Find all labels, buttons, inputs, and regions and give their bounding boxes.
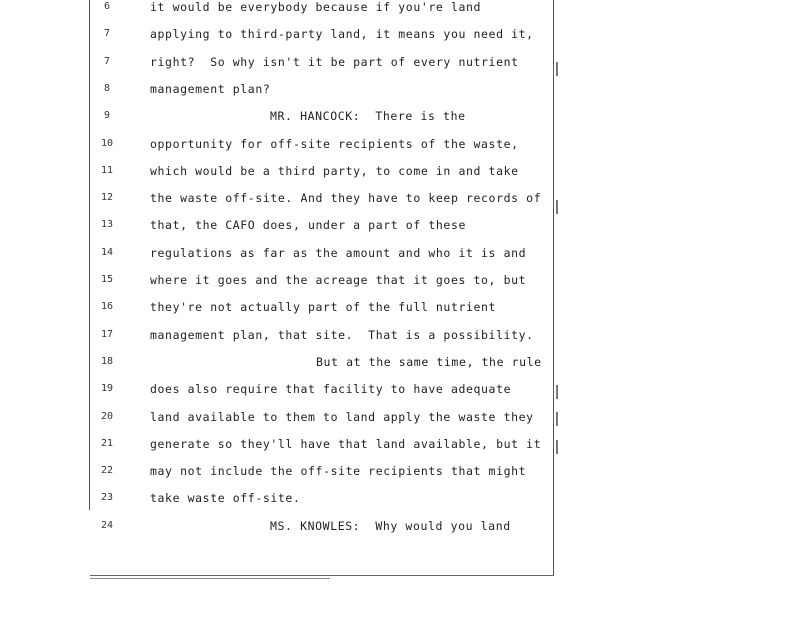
line-text: land available to them to land apply the waste they bbox=[150, 409, 534, 424]
line-text: that, the CAFO does, under a part of these bbox=[150, 218, 466, 233]
transcript-line bbox=[0, 164, 800, 191]
transcript-line bbox=[0, 519, 800, 546]
line-number: 10 bbox=[100, 137, 114, 149]
line-number: 18 bbox=[100, 355, 114, 367]
line-text: MR. HANCOCK: There is the bbox=[270, 109, 466, 124]
line-text: where it goes and the acreage that it goes to, but bbox=[150, 273, 527, 287]
transcript-line bbox=[0, 410, 800, 437]
line-number: 19 bbox=[100, 383, 114, 395]
transcript-line bbox=[0, 55, 800, 82]
line-number: 6 bbox=[103, 1, 111, 12]
line-number: 9 bbox=[103, 110, 111, 122]
transcript-line bbox=[0, 464, 800, 491]
transcript-line bbox=[0, 491, 800, 518]
bottom-rule-secondary bbox=[90, 578, 330, 579]
line-number: 11 bbox=[100, 164, 114, 176]
line-text: take waste off-site. bbox=[150, 491, 301, 506]
transcript-line bbox=[0, 328, 800, 355]
transcript-line bbox=[0, 300, 800, 327]
transcript-line bbox=[0, 382, 800, 409]
transcript-line bbox=[0, 137, 800, 164]
line-number: 16 bbox=[100, 301, 114, 313]
line-text: which would be a third party, to come in and take bbox=[150, 163, 519, 178]
line-text: it would be everybody because if you're land bbox=[150, 0, 482, 14]
line-number: 24 bbox=[100, 519, 114, 531]
line-text: management plan? bbox=[150, 81, 271, 96]
line-number: 22 bbox=[100, 465, 114, 477]
line-number: 8 bbox=[103, 82, 111, 94]
line-text: applying to third-party land, it means you need it, bbox=[150, 27, 534, 42]
line-text: does also require that facility to have adequate bbox=[150, 382, 512, 397]
line-number: 23 bbox=[100, 492, 114, 504]
line-number: 21 bbox=[100, 437, 114, 449]
line-text: may not include the off-site recipients that might bbox=[150, 464, 527, 479]
transcript-line bbox=[0, 246, 800, 273]
line-text: MS. KNOWLES: Why would you land bbox=[270, 518, 511, 533]
line-text: But at the same time, the rule bbox=[316, 354, 542, 369]
transcript-line bbox=[0, 0, 800, 27]
transcript-line bbox=[0, 273, 800, 300]
transcript-line bbox=[0, 218, 800, 245]
line-text: generate so they'll have that land available, but it bbox=[150, 436, 542, 451]
line-number: 20 bbox=[100, 410, 114, 422]
line-number: 7 bbox=[103, 55, 111, 67]
transcript-line bbox=[0, 355, 800, 382]
line-number: 17 bbox=[100, 328, 114, 340]
line-number: 14 bbox=[100, 246, 114, 258]
transcript-line bbox=[0, 109, 800, 136]
transcript-line bbox=[0, 27, 800, 54]
line-text: the waste off-site. And they have to keep records of bbox=[150, 191, 542, 206]
line-text: regulations as far as the amount and who it is and bbox=[150, 245, 527, 260]
transcript-line bbox=[0, 191, 800, 218]
transcript-line bbox=[0, 82, 800, 109]
line-number: 13 bbox=[100, 219, 114, 231]
line-text: opportunity for off-site recipients of the waste, bbox=[150, 136, 519, 151]
line-number: 15 bbox=[100, 274, 114, 285]
line-text: they're not actually part of the full nutrient bbox=[150, 300, 497, 315]
transcript-line bbox=[0, 437, 800, 464]
bottom-rule bbox=[90, 575, 554, 576]
line-text: management plan, that site. That is a possibility. bbox=[150, 327, 534, 342]
line-number: 7 bbox=[103, 28, 111, 40]
line-text: right? So why isn't it be part of every nutrient bbox=[150, 54, 519, 69]
line-number: 12 bbox=[100, 192, 114, 204]
